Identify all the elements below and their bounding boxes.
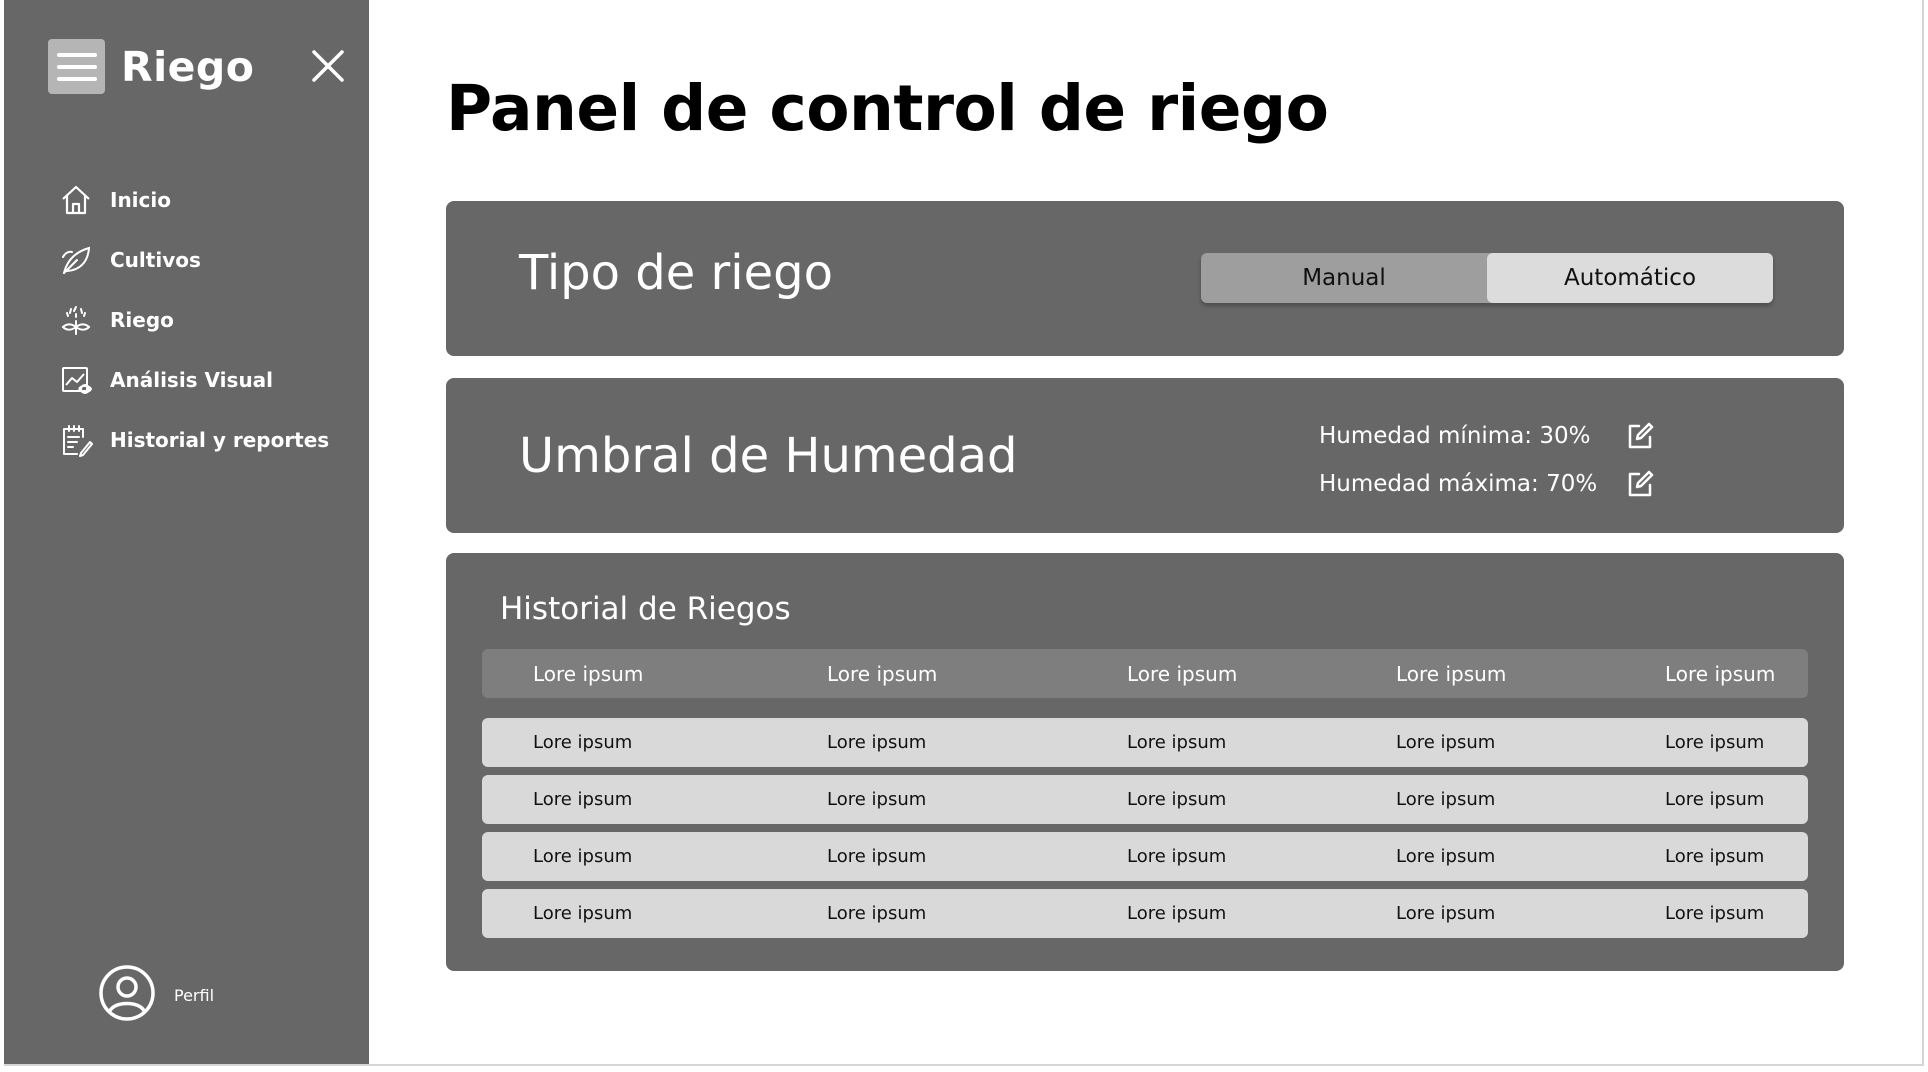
- report-icon: [59, 423, 93, 457]
- sidebar: [4, 0, 369, 1064]
- home-icon: [59, 183, 93, 217]
- sidebar-item-label: Análisis Visual: [110, 368, 274, 392]
- watering-icon: [59, 303, 93, 337]
- sidebar-item-analisis-visual[interactable]: [59, 350, 329, 410]
- humidity-max-label: Humedad máxima: 70%: [1319, 471, 1598, 497]
- table-cell: Lore ipsum: [1665, 903, 1765, 924]
- user-avatar-icon: [98, 964, 156, 1026]
- history-table: [482, 649, 1808, 946]
- humidity-threshold-card: [446, 378, 1844, 533]
- profile-label: Perfil: [174, 985, 215, 1005]
- irrigation-type-card: [446, 201, 1844, 356]
- menu-bar: [57, 53, 97, 57]
- table-cell: Lore ipsum: [827, 789, 927, 810]
- sidebar-item-label: Cultivos: [110, 248, 201, 272]
- irrigation-type-heading: Tipo de riego: [519, 245, 833, 301]
- table-cell: Lore ipsum: [827, 903, 927, 924]
- table-cell: Lore ipsum: [1665, 846, 1765, 867]
- table-cell: Lore ipsum: [1127, 732, 1227, 753]
- irrigation-mode-toggle: [1201, 253, 1773, 303]
- table-cell: Lore ipsum: [533, 789, 633, 810]
- chart-image-icon: [59, 363, 93, 397]
- table-cell: Lore ipsum: [1396, 789, 1496, 810]
- table-cell: Lore ipsum: [1396, 846, 1496, 867]
- app-title: Riego: [121, 42, 255, 91]
- menu-bar: [57, 77, 97, 81]
- sidebar-item-label: Historial y reportes: [110, 428, 330, 452]
- edit-icon[interactable]: [1625, 469, 1655, 499]
- history-heading: Historial de Riegos: [500, 591, 791, 627]
- sidebar-nav: [59, 170, 329, 470]
- table-cell: Lore ipsum: [533, 903, 633, 924]
- table-cell: Lore ipsum: [1127, 846, 1227, 867]
- automatic-option-button[interactable]: Automático: [1487, 253, 1773, 303]
- table-cell: Lore ipsum: [1396, 732, 1496, 753]
- edit-icon[interactable]: [1625, 421, 1655, 451]
- column-header: Lore ipsum: [1665, 661, 1776, 686]
- humidity-min-label: Humedad mínima: 30%: [1319, 423, 1591, 449]
- page-title: Panel de control de riego: [446, 72, 1329, 145]
- column-header: Lore ipsum: [1396, 661, 1507, 686]
- hamburger-menu-button[interactable]: [48, 39, 105, 94]
- leaf-icon: [59, 243, 93, 277]
- humidity-threshold-heading: Umbral de Humedad: [519, 428, 1018, 484]
- profile-link[interactable]: [98, 964, 214, 1026]
- manual-option-button[interactable]: Manual: [1302, 265, 1386, 291]
- table-cell: Lore ipsum: [1127, 789, 1227, 810]
- table-cell: Lore ipsum: [827, 846, 927, 867]
- table-cell: Lore ipsum: [533, 846, 633, 867]
- column-header: Lore ipsum: [533, 661, 644, 686]
- table-cell: Lore ipsum: [1396, 903, 1496, 924]
- table-row[interactable]: [482, 832, 1808, 881]
- menu-bar: [57, 65, 97, 69]
- table-cell: Lore ipsum: [1665, 789, 1765, 810]
- close-icon[interactable]: [308, 46, 348, 86]
- sidebar-item-label: Inicio: [110, 188, 171, 212]
- sidebar-brand: [48, 39, 254, 94]
- column-header: Lore ipsum: [1127, 661, 1238, 686]
- table-header-row: [482, 649, 1808, 698]
- table-row[interactable]: [482, 718, 1808, 767]
- table-cell: Lore ipsum: [1665, 732, 1765, 753]
- sidebar-item-cultivos[interactable]: [59, 230, 329, 290]
- sidebar-item-inicio[interactable]: [59, 170, 329, 230]
- sidebar-item-riego[interactable]: [59, 290, 329, 350]
- table-cell: Lore ipsum: [1127, 903, 1227, 924]
- humidity-thresholds: [1319, 412, 1655, 508]
- humidity-max-row: [1319, 460, 1655, 508]
- sidebar-item-historial-reportes[interactable]: [59, 410, 329, 470]
- app-window: [4, 0, 1924, 1066]
- humidity-min-row: [1319, 412, 1655, 460]
- table-cell: Lore ipsum: [533, 732, 633, 753]
- irrigation-history-card: [446, 553, 1844, 971]
- column-header: Lore ipsum: [827, 661, 938, 686]
- sidebar-item-label: Riego: [110, 308, 174, 332]
- table-cell: Lore ipsum: [827, 732, 927, 753]
- table-row[interactable]: [482, 889, 1808, 938]
- table-row[interactable]: [482, 775, 1808, 824]
